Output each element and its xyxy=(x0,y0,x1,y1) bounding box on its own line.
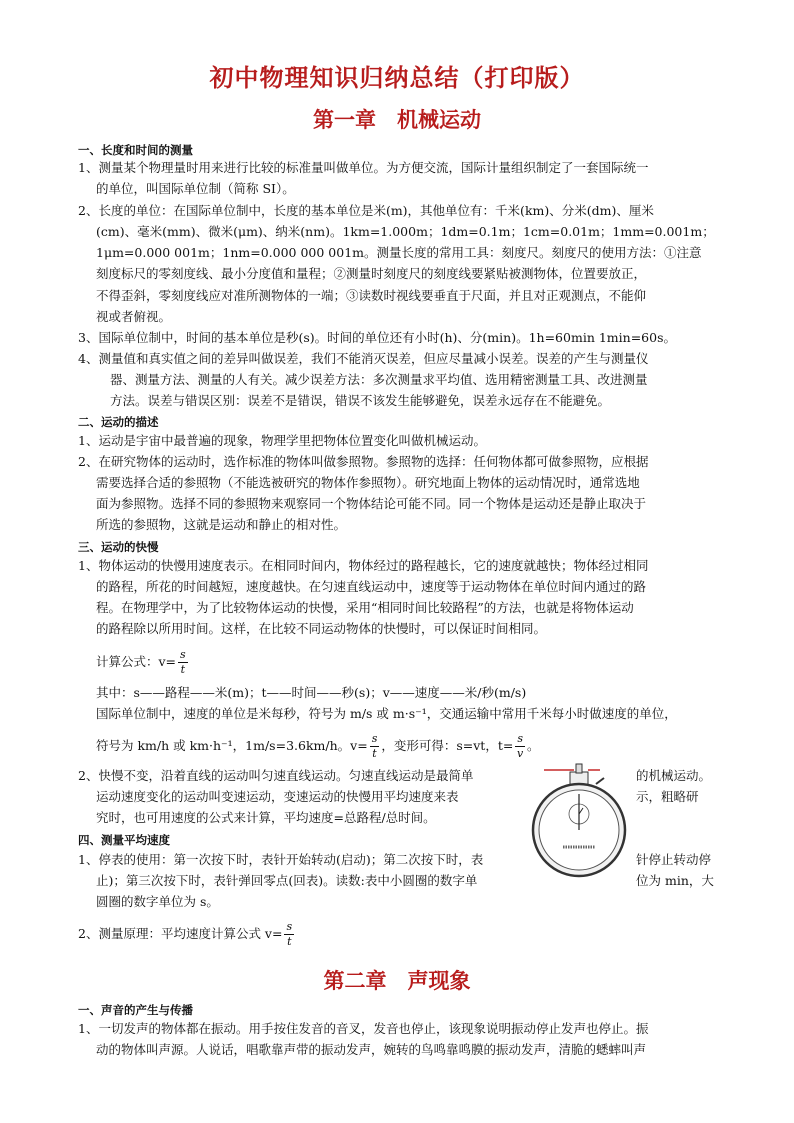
section-heading: 二、运动的描述 xyxy=(78,415,159,429)
text-line: 1、运动是宇宙中最普遍的现象，物理学里把物体位置变化叫做机械运动。 xyxy=(78,433,486,448)
text-line: 示，粗略研 xyxy=(636,789,699,804)
text-line: 的路程除以所用时间。这样，在比较不同运动物体的快慢时，可以保证时间相同。 xyxy=(96,621,547,636)
formula-label: 计算公式：v= xyxy=(96,654,177,669)
text-line: 止)；第三次按下时，表针弹回零点(回表)。读数:表中小圆圈的数字单 xyxy=(96,873,478,888)
text-line: 面为参照物。选择不同的参照物来观察同一个物体结论可能不同。同一个物体是运动还是静止取决于 xyxy=(96,496,647,511)
text-line: 究时，也可用速度的公式来计算，平均速度=总路程/总时间。 xyxy=(96,810,436,825)
text-line: 针停止转动停 xyxy=(636,852,712,867)
text-line: 3、国际单位制中，时间的基本单位是秒(s)。时间的单位还有小时(h)、分(min)。1h=60min 1min=60s。 xyxy=(78,330,676,345)
text-line: 位为 min，大 xyxy=(636,873,714,888)
section-heading: 一、声音的产生与传播 xyxy=(78,1003,193,1017)
stopwatch-image xyxy=(530,762,630,882)
fraction-s-over-t: $\frac{s}{t}$ xyxy=(180,648,186,676)
text-line: 圆圈的数字单位为 s。 xyxy=(96,894,219,909)
text-line: 1、停表的使用：第一次按下时，表针开始转动(启动)；第二次按下时，表 xyxy=(78,852,484,867)
text-line: 的机械运动。 xyxy=(636,768,712,783)
text-line: (cm)、毫米(mm)、微米(μm)、纳米(nm)。1km=1.000m；1dm=0.1m；1cm=0.01m；1mm=0.001m； xyxy=(96,224,715,239)
text-line: 1、测量某个物理量时用来进行比较的标准量叫做单位。为方便交流，国际计量组织制定了一套国际统一 xyxy=(78,160,649,175)
page-title: 初中物理知识归纳总结（打印版） xyxy=(209,63,585,92)
text-line: 刻度标尺的零刻度线、最小分度值和量程；②测量时刻度尺的刻度线要紧贴被测物体，位置要放正， xyxy=(96,266,647,281)
text-line: 2、快慢不变，沿着直线的运动叫匀速直线运动。匀速直线运动是最简单 xyxy=(78,768,474,783)
text-line: 不得歪斜，零刻度线应对准所测物体的一端；③读数时视线要垂直于尺面，并且对正观测点，不能仰 xyxy=(96,288,647,303)
text-line: 国际单位制中，速度的单位是米每秒，符号为 m/s 或 m·s⁻¹，交通运输中常用千米每小时做速度的单位， xyxy=(96,706,677,721)
text-line: 方法。误差与错误区别：误差不是错误，错误不该发生能够避免，误差永远存在不能避免。 xyxy=(110,393,611,408)
text-line: 1、一切发声的物体都在振动。用手按住发音的音叉，发音也停止，该现象说明振动停止发声也停止。振 xyxy=(78,1021,649,1036)
section-heading: 三、运动的快慢 xyxy=(78,540,159,554)
unit-formula: 符号为 km/h 或 km·h⁻¹，1m/s=3.6km/h。v= $\frac{s}{t}$ ，变形可得：s=vt，t= $\frac{s}{v}$ 。 xyxy=(96,732,540,760)
text-line: 需要选择合适的参照物（不能选被研究的物体作参照物）。研究地面上物体的运动情况时，通常选地 xyxy=(96,475,640,490)
section-heading: 一、长度和时间的测量 xyxy=(78,143,193,157)
text-line: 视或者俯视。 xyxy=(96,309,172,324)
chapter-1-title: 第一章 机械运动 xyxy=(313,107,481,132)
text-line: 2、长度的单位：在国际单位制中，长度的基本单位是米(m)，其他单位有：千米(km)、分米(dm)、厘米 xyxy=(78,203,654,218)
fraction-s-over-t: $\frac{s}{t}$ xyxy=(286,920,293,948)
fraction-s-over-v: $\frac{s}{v}$ xyxy=(517,732,524,760)
text-line: 程。在物理学中，为了比较物体运动的快慢，采用“相同时间比较路程”的方法，也就是将物体运动 xyxy=(96,600,634,615)
text-line: 器、测量方法、测量的人有关。减少误差方法：多次测量求平均值、选用精密测量工具、改进测量 xyxy=(110,372,648,387)
text-line: 其中：s——路程——米(m)；t——时间——秒(s)；v——速度——米/秒(m/s) xyxy=(96,685,527,700)
text-line: 1μm=0.000 001m；1nm=0.000 000 001m。测量长度的常用工具：刻度尺。刻度尺的使用方法：①注意 xyxy=(96,245,702,260)
section-heading: 四、测量平均速度 xyxy=(78,833,170,847)
text-line: 的单位，叫国际单位制（简称 SI）。 xyxy=(96,181,295,196)
text-line: 运动速度变化的运动叫变速运动，变速运动的快慢用平均速度来表 xyxy=(96,789,459,804)
principle-formula: 2、测量原理：平均速度计算公式 v= $\frac{s}{t}$ xyxy=(78,920,293,948)
speed-formula xyxy=(96,648,190,677)
text-line: 1、物体运动的快慢用速度表示。在相同时间内，物体经过的路程越长，它的速度就越快；物体经过相同 xyxy=(78,558,649,573)
text-line: 动的物体叫声源。人说话，唱歌靠声带的振动发声，婉转的鸟鸣靠鸣膜的振动发声，清脆的蟋蟀叫声 xyxy=(96,1042,647,1057)
fraction-s-over-t: $\frac{s}{t}$ xyxy=(371,732,378,760)
text-line: 2、在研究物体的运动时，选作标准的物体叫做参照物。参照物的选择：任何物体都可做参照物，应根据 xyxy=(78,454,649,469)
text-line: 所选的参照物，这就是运动和静止的相对性。 xyxy=(96,517,347,532)
text-line: 的路程，所花的时间越短，速度越快。在匀速直线运动中，速度等于运动物体在单位时间内通过的路 xyxy=(96,579,647,594)
text-line: 4、测量值和真实值之间的差异叫做误差，我们不能消灭误差，但应尽量减小误差。误差的产生与测量仪 xyxy=(78,351,649,366)
chapter-2-title: 第二章 声现象 xyxy=(323,968,471,993)
